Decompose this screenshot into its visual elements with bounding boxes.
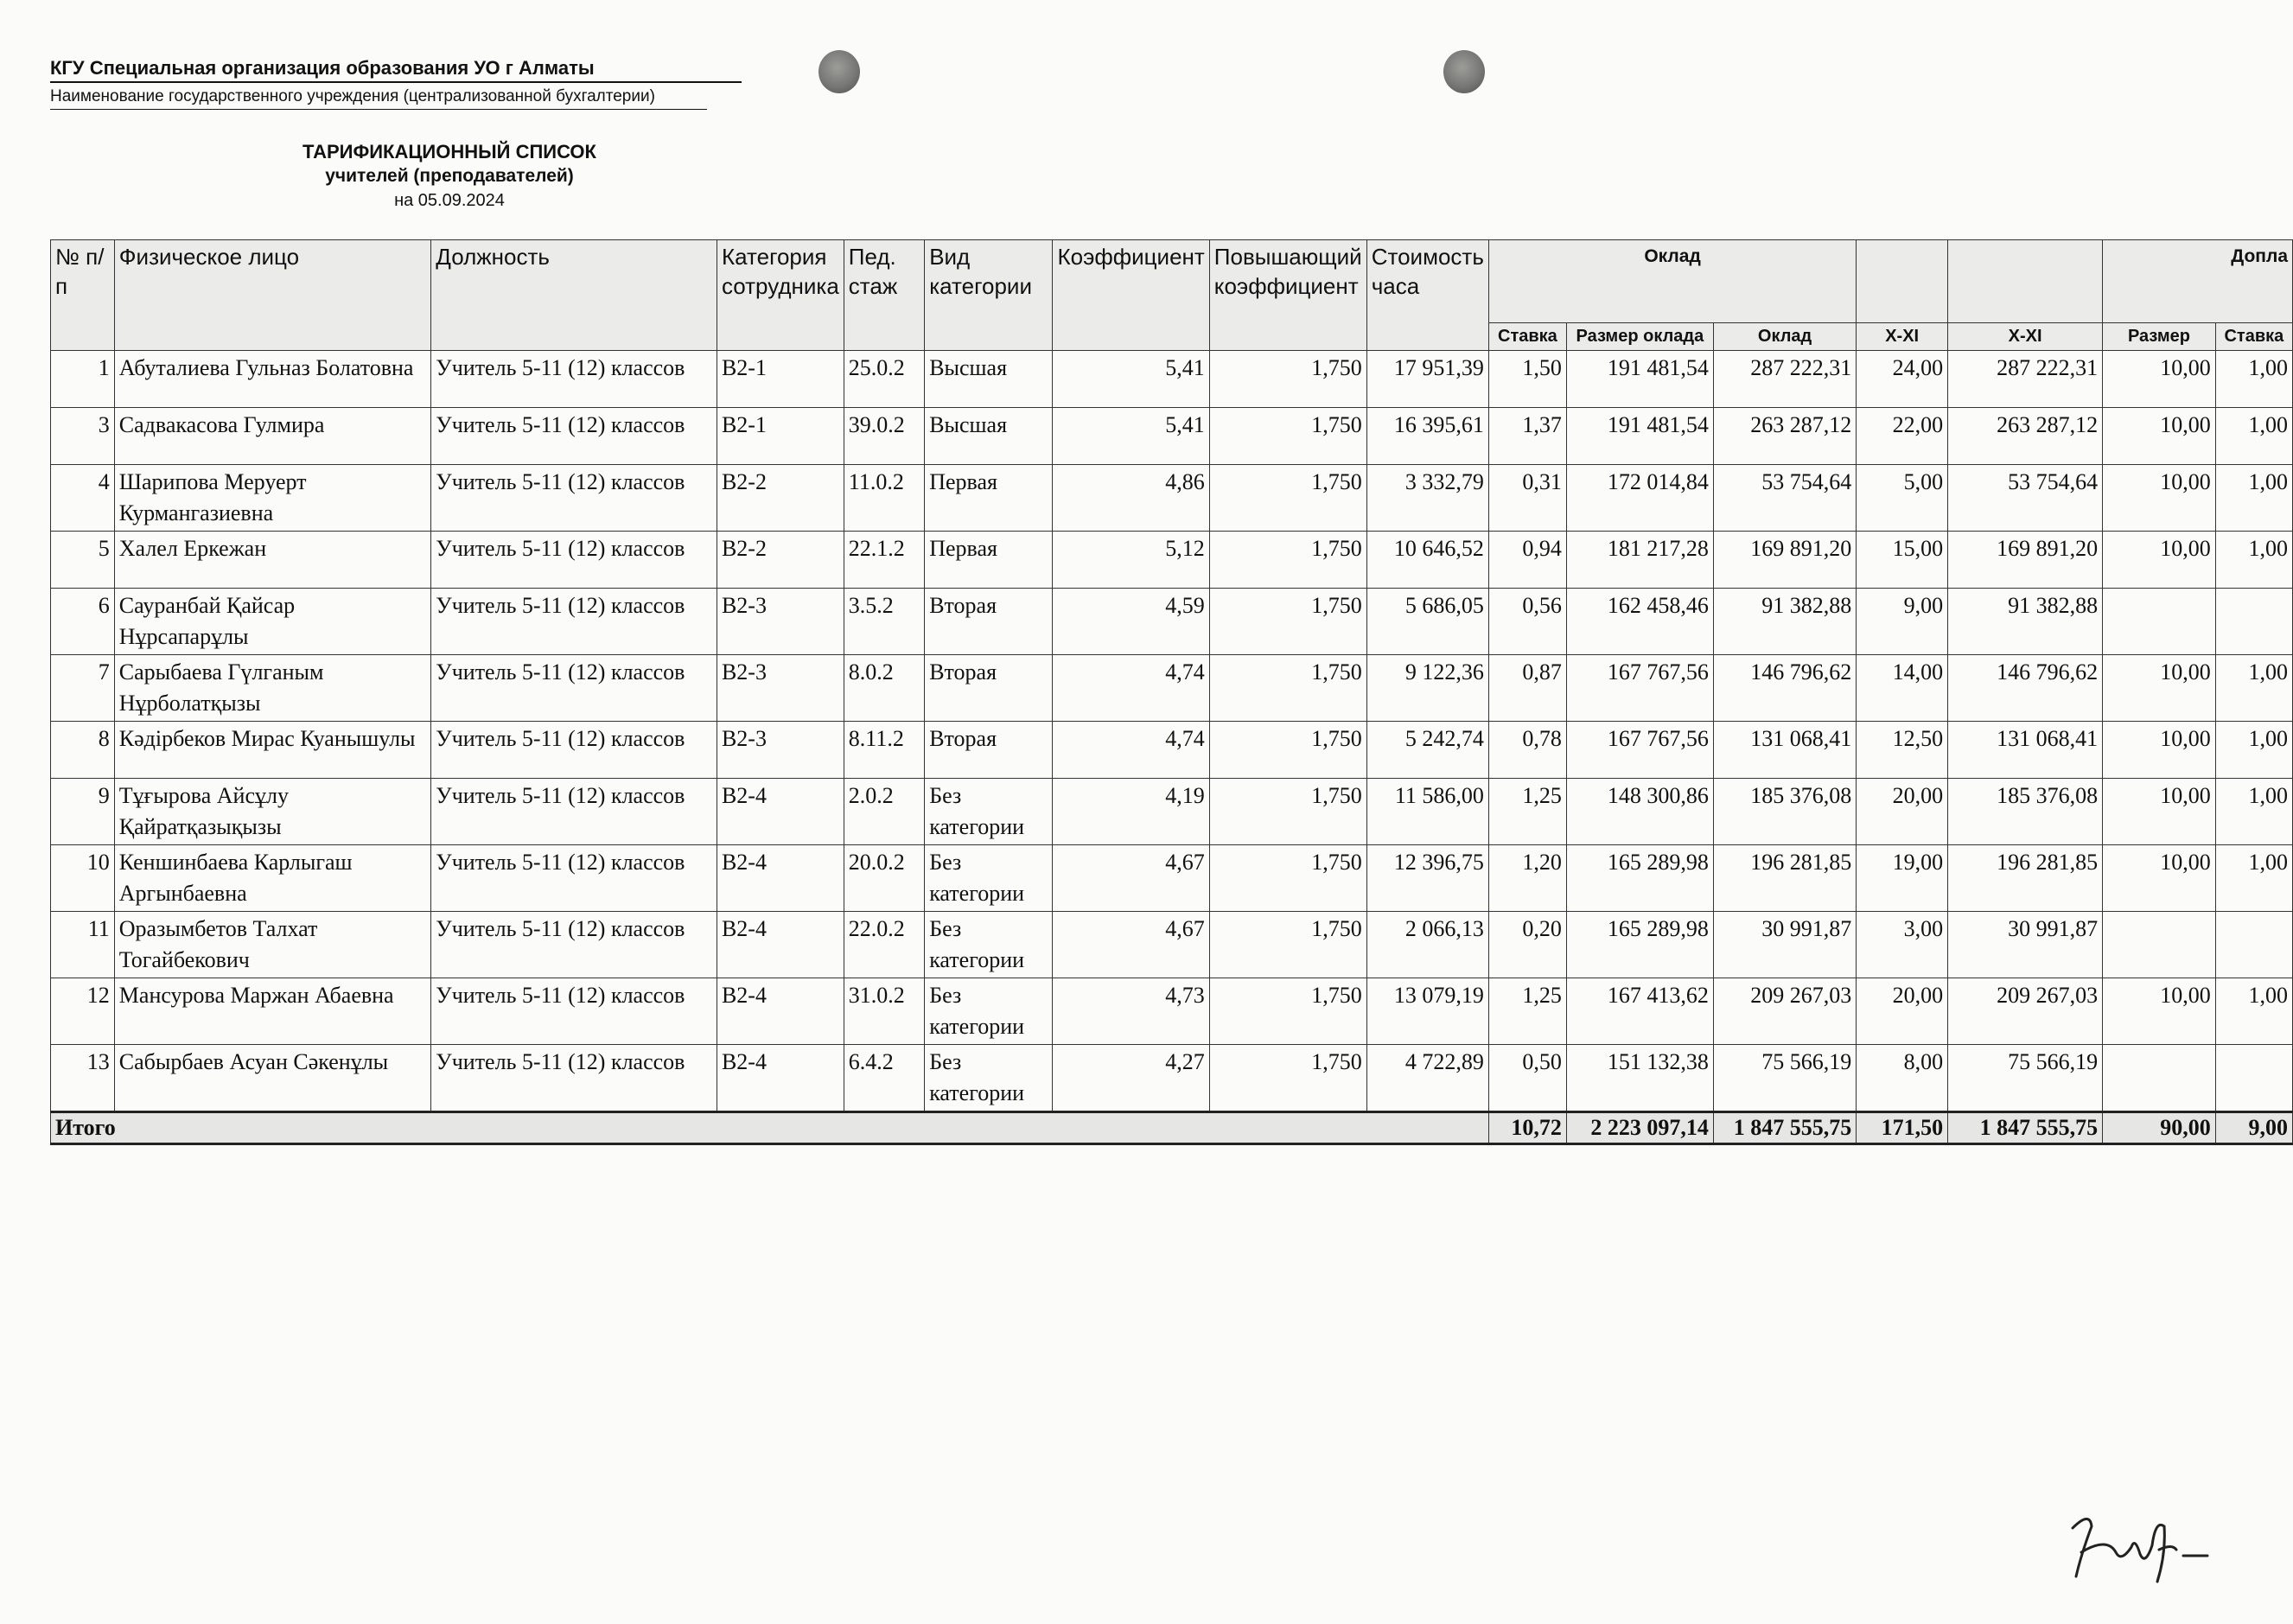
col-experience: Пед. стаж <box>844 240 924 351</box>
table-row <box>51 465 2293 532</box>
col-group-salary: Оклад <box>1488 240 1856 323</box>
row-extra-size: 10,00 <box>2103 408 2216 465</box>
table-row <box>51 722 2293 779</box>
row-salary-size: 165 289,98 <box>1566 912 1713 978</box>
row-category-type: Без категории <box>925 912 1053 978</box>
row-rate: 0,20 <box>1488 912 1566 978</box>
row-category-type: Высшая <box>925 408 1053 465</box>
row-extra-size: 10,00 <box>2103 465 2216 532</box>
row-extra-size: 10,00 <box>2103 845 2216 912</box>
row-extra-rate: 1,00 <box>2215 779 2292 845</box>
row-coef: 4,67 <box>1053 912 1209 978</box>
row-name: Сарыбаева Гүлганым Нұрболатқызы <box>114 655 431 722</box>
row-salary-size: 151 132,38 <box>1566 1045 1713 1112</box>
total-label: Итого <box>51 1112 1489 1144</box>
row-category: B2-1 <box>717 408 844 465</box>
row-category: B2-3 <box>717 655 844 722</box>
row-raising-coef: 1,750 <box>1209 845 1366 912</box>
row-hour-cost: 11 586,00 <box>1366 779 1488 845</box>
row-num: 6 <box>51 589 115 655</box>
total-extra-size: 90,00 <box>2103 1112 2216 1144</box>
col-hour-cost: Стоимость часа <box>1366 240 1488 351</box>
row-xxi-1: 9,00 <box>1857 589 1948 655</box>
row-extra-rate: 1,00 <box>2215 655 2292 722</box>
row-salary-size: 191 481,54 <box>1566 351 1713 408</box>
row-coef: 5,41 <box>1053 408 1209 465</box>
row-extra-rate: 1,00 <box>2215 845 2292 912</box>
row-salary-size: 162 458,46 <box>1566 589 1713 655</box>
row-xxi-1: 3,00 <box>1857 912 1948 978</box>
organization-caption: Наименование государственного учреждения (централизованной бухгалтерии) <box>50 87 655 105</box>
row-experience: 22.0.2 <box>844 912 924 978</box>
total-salary: 1 847 555,75 <box>1713 1112 1856 1144</box>
row-name: Тұғырова Айсұлу Қайратқазықызы <box>114 779 431 845</box>
row-raising-coef: 1,750 <box>1209 351 1366 408</box>
row-xxi-2: 287 222,31 <box>1948 351 2103 408</box>
row-salary-size: 172 014,84 <box>1566 465 1713 532</box>
row-hour-cost: 3 332,79 <box>1366 465 1488 532</box>
row-name: Халел Еркежан <box>114 532 431 589</box>
row-salary: 53 754,64 <box>1713 465 1856 532</box>
row-extra-size: 10,00 <box>2103 978 2216 1045</box>
row-position: Учитель 5-11 (12) классов <box>431 912 717 978</box>
row-extra-rate: 1,00 <box>2215 408 2292 465</box>
row-coef: 4,59 <box>1053 589 1209 655</box>
row-rate: 0,94 <box>1488 532 1566 589</box>
row-category: B2-1 <box>717 351 844 408</box>
row-name: Шарипова Меруерт Курмангазиевна <box>114 465 431 532</box>
col-category: Категория сотрудника <box>717 240 844 351</box>
row-xxi-1: 12,50 <box>1857 722 1948 779</box>
table-row <box>51 845 2293 912</box>
row-rate: 0,50 <box>1488 1045 1566 1112</box>
row-rate: 1,25 <box>1488 978 1566 1045</box>
row-num: 1 <box>51 351 115 408</box>
row-category-type: Вторая <box>925 589 1053 655</box>
col-rate: Ставка <box>1488 323 1566 351</box>
row-xxi-1: 20,00 <box>1857 978 1948 1045</box>
row-coef: 4,86 <box>1053 465 1209 532</box>
row-xxi-1: 5,00 <box>1857 465 1948 532</box>
tariff-table <box>50 239 2293 1145</box>
row-num: 4 <box>51 465 115 532</box>
row-raising-coef: 1,750 <box>1209 978 1366 1045</box>
row-category-type: Без категории <box>925 779 1053 845</box>
row-category-type: Без категории <box>925 1045 1053 1112</box>
table-row <box>51 1045 2293 1112</box>
document-title-block <box>216 140 683 213</box>
row-xxi-2: 131 068,41 <box>1948 722 2103 779</box>
col-xxi-2: X-XI <box>1948 323 2103 351</box>
table-row <box>51 532 2293 589</box>
col-group-extra <box>2103 240 2293 323</box>
row-salary: 131 068,41 <box>1713 722 1856 779</box>
col-group-empty-1 <box>1857 240 1948 323</box>
row-salary-size: 165 289,98 <box>1566 845 1713 912</box>
row-xxi-2: 53 754,64 <box>1948 465 2103 532</box>
row-raising-coef: 1,750 <box>1209 1045 1366 1112</box>
row-experience: 22.1.2 <box>844 532 924 589</box>
row-extra-size: 10,00 <box>2103 722 2216 779</box>
row-category-type: Первая <box>925 532 1053 589</box>
row-salary: 169 891,20 <box>1713 532 1856 589</box>
row-xxi-2: 196 281,85 <box>1948 845 2103 912</box>
row-xxi-2: 209 267,03 <box>1948 978 2103 1045</box>
row-extra-rate <box>2215 1045 2292 1112</box>
row-hour-cost: 5 686,05 <box>1366 589 1488 655</box>
row-experience: 20.0.2 <box>844 845 924 912</box>
row-extra-size <box>2103 1045 2216 1112</box>
col-person: Физическое лицо <box>114 240 431 351</box>
row-name: Садвакасова Гулмира <box>114 408 431 465</box>
row-salary-size: 181 217,28 <box>1566 532 1713 589</box>
col-extra-size: Размер <box>2103 323 2216 351</box>
total-xxi-2: 1 847 555,75 <box>1948 1112 2103 1144</box>
row-num: 12 <box>51 978 115 1045</box>
signature-mark <box>2055 1502 2211 1589</box>
document-title: ТАРИФИКАЦИОННЫЙ СПИСОК <box>303 141 596 162</box>
row-extra-rate: 1,00 <box>2215 978 2292 1045</box>
row-salary-size: 167 767,56 <box>1566 722 1713 779</box>
col-group-extra-label: Допла <box>2231 246 2288 266</box>
row-salary: 209 267,03 <box>1713 978 1856 1045</box>
total-xxi-1: 171,50 <box>1857 1112 1948 1144</box>
row-position: Учитель 5-11 (12) классов <box>431 978 717 1045</box>
row-extra-size: 10,00 <box>2103 655 2216 722</box>
row-rate: 0,56 <box>1488 589 1566 655</box>
row-rate: 0,31 <box>1488 465 1566 532</box>
col-category-type: Вид категории <box>925 240 1053 351</box>
row-category-type: Высшая <box>925 351 1053 408</box>
table-row <box>51 655 2293 722</box>
table-row <box>51 589 2293 655</box>
row-salary: 196 281,85 <box>1713 845 1856 912</box>
row-category: B2-2 <box>717 465 844 532</box>
row-experience: 8.0.2 <box>844 655 924 722</box>
col-salary: Оклад <box>1713 323 1856 351</box>
row-num: 9 <box>51 779 115 845</box>
row-experience: 39.0.2 <box>844 408 924 465</box>
row-category: B2-4 <box>717 978 844 1045</box>
row-raising-coef: 1,750 <box>1209 465 1366 532</box>
row-rate: 1,25 <box>1488 779 1566 845</box>
table-row <box>51 351 2293 408</box>
row-num: 8 <box>51 722 115 779</box>
row-hour-cost: 10 646,52 <box>1366 532 1488 589</box>
row-rate: 1,20 <box>1488 845 1566 912</box>
row-xxi-2: 146 796,62 <box>1948 655 2103 722</box>
table-header-row <box>51 240 2293 323</box>
total-extra-rate: 9,00 <box>2215 1112 2292 1144</box>
row-name: Абуталиева Гульназ Болатовна <box>114 351 431 408</box>
row-coef: 4,67 <box>1053 845 1209 912</box>
row-name: Мансурова Маржан Абаевна <box>114 978 431 1045</box>
row-extra-size: 10,00 <box>2103 351 2216 408</box>
row-category-type: Первая <box>925 465 1053 532</box>
row-xxi-2: 169 891,20 <box>1948 532 2103 589</box>
row-salary: 75 566,19 <box>1713 1045 1856 1112</box>
row-xxi-1: 22,00 <box>1857 408 1948 465</box>
row-position: Учитель 5-11 (12) классов <box>431 589 717 655</box>
row-hour-cost: 16 395,61 <box>1366 408 1488 465</box>
row-experience: 6.4.2 <box>844 1045 924 1112</box>
row-extra-rate <box>2215 589 2292 655</box>
row-hour-cost: 2 066,13 <box>1366 912 1488 978</box>
col-raising-coef: Повышающий коэффициент <box>1209 240 1366 351</box>
row-raising-coef: 1,750 <box>1209 912 1366 978</box>
row-position: Учитель 5-11 (12) классов <box>431 1045 717 1112</box>
table-body <box>51 351 2293 1112</box>
row-salary-size: 191 481,54 <box>1566 408 1713 465</box>
row-num: 11 <box>51 912 115 978</box>
row-xxi-2: 91 382,88 <box>1948 589 2103 655</box>
row-raising-coef: 1,750 <box>1209 589 1366 655</box>
row-rate: 1,37 <box>1488 408 1566 465</box>
row-name: Сауранбай Қайсар Нұрсапарұлы <box>114 589 431 655</box>
row-xxi-2: 75 566,19 <box>1948 1045 2103 1112</box>
row-position: Учитель 5-11 (12) классов <box>431 408 717 465</box>
row-hour-cost: 13 079,19 <box>1366 978 1488 1045</box>
row-salary: 30 991,87 <box>1713 912 1856 978</box>
row-coef: 4,27 <box>1053 1045 1209 1112</box>
row-coef: 4,74 <box>1053 722 1209 779</box>
row-xxi-1: 19,00 <box>1857 845 1948 912</box>
row-num: 3 <box>51 408 115 465</box>
document-date: на 05.09.2024 <box>394 191 505 210</box>
row-rate: 1,50 <box>1488 351 1566 408</box>
row-salary: 185 376,08 <box>1713 779 1856 845</box>
row-experience: 11.0.2 <box>844 465 924 532</box>
row-category: B2-4 <box>717 779 844 845</box>
punch-hole-right <box>1443 50 1485 93</box>
row-raising-coef: 1,750 <box>1209 655 1366 722</box>
table-row <box>51 978 2293 1045</box>
table-row <box>51 912 2293 978</box>
row-xxi-1: 24,00 <box>1857 351 1948 408</box>
row-salary: 91 382,88 <box>1713 589 1856 655</box>
organization-name: КГУ Специальная организация образования УО г Алматы <box>50 57 595 79</box>
row-category: B2-3 <box>717 589 844 655</box>
row-raising-coef: 1,750 <box>1209 722 1366 779</box>
col-group-empty-2 <box>1948 240 2103 323</box>
row-extra-size: 10,00 <box>2103 532 2216 589</box>
row-hour-cost: 12 396,75 <box>1366 845 1488 912</box>
row-salary-size: 167 767,56 <box>1566 655 1713 722</box>
row-salary-size: 167 413,62 <box>1566 978 1713 1045</box>
row-salary: 287 222,31 <box>1713 351 1856 408</box>
row-position: Учитель 5-11 (12) классов <box>431 722 717 779</box>
row-category: B2-4 <box>717 845 844 912</box>
row-position: Учитель 5-11 (12) классов <box>431 655 717 722</box>
table-row <box>51 408 2293 465</box>
row-position: Учитель 5-11 (12) классов <box>431 779 717 845</box>
row-extra-rate: 1,00 <box>2215 465 2292 532</box>
row-rate: 0,87 <box>1488 655 1566 722</box>
row-position: Учитель 5-11 (12) классов <box>431 465 717 532</box>
row-xxi-1: 8,00 <box>1857 1045 1948 1112</box>
row-hour-cost: 4 722,89 <box>1366 1045 1488 1112</box>
row-hour-cost: 5 242,74 <box>1366 722 1488 779</box>
row-category-type: Без категории <box>925 845 1053 912</box>
row-salary-size: 148 300,86 <box>1566 779 1713 845</box>
row-xxi-1: 15,00 <box>1857 532 1948 589</box>
row-raising-coef: 1,750 <box>1209 779 1366 845</box>
row-extra-size: 10,00 <box>2103 779 2216 845</box>
row-extra-rate: 1,00 <box>2215 532 2292 589</box>
row-category: B2-3 <box>717 722 844 779</box>
row-category: B2-4 <box>717 912 844 978</box>
row-rate: 0,78 <box>1488 722 1566 779</box>
row-coef: 5,41 <box>1053 351 1209 408</box>
row-extra-rate: 1,00 <box>2215 351 2292 408</box>
row-name: Оразымбетов Талхат Тогайбекович <box>114 912 431 978</box>
row-experience: 31.0.2 <box>844 978 924 1045</box>
row-xxi-2: 30 991,87 <box>1948 912 2103 978</box>
row-category-type: Вторая <box>925 655 1053 722</box>
row-coef: 5,12 <box>1053 532 1209 589</box>
punch-hole-left <box>818 50 860 93</box>
organization-underline <box>50 81 742 83</box>
document-subtitle: учителей (преподавателей) <box>325 166 574 186</box>
row-name: Кәдірбеков Мирас Куанышулы <box>114 722 431 779</box>
table-row <box>51 779 2293 845</box>
row-extra-rate: 1,00 <box>2215 722 2292 779</box>
row-coef: 4,74 <box>1053 655 1209 722</box>
row-experience: 25.0.2 <box>844 351 924 408</box>
row-xxi-1: 20,00 <box>1857 779 1948 845</box>
total-row <box>51 1112 2293 1144</box>
row-extra-size <box>2103 912 2216 978</box>
col-position: Должность <box>431 240 717 351</box>
row-experience: 2.0.2 <box>844 779 924 845</box>
row-position: Учитель 5-11 (12) классов <box>431 845 717 912</box>
total-salary-size: 2 223 097,14 <box>1566 1112 1713 1144</box>
row-coef: 4,19 <box>1053 779 1209 845</box>
row-xxi-2: 185 376,08 <box>1948 779 2103 845</box>
col-xxi-1: X-XI <box>1857 323 1948 351</box>
row-category: B2-2 <box>717 532 844 589</box>
caption-underline <box>50 109 707 110</box>
col-extra-rate: Ставка <box>2215 323 2292 351</box>
row-name: Сабырбаев Асуан Сәкенұлы <box>114 1045 431 1112</box>
row-salary: 263 287,12 <box>1713 408 1856 465</box>
row-num: 10 <box>51 845 115 912</box>
total-rate: 10,72 <box>1488 1112 1566 1144</box>
row-num: 13 <box>51 1045 115 1112</box>
col-salary-size: Размер оклада <box>1566 323 1713 351</box>
row-raising-coef: 1,750 <box>1209 532 1366 589</box>
row-xxi-1: 14,00 <box>1857 655 1948 722</box>
row-experience: 3.5.2 <box>844 589 924 655</box>
row-position: Учитель 5-11 (12) классов <box>431 532 717 589</box>
row-coef: 4,73 <box>1053 978 1209 1045</box>
row-name: Кеншинбаева Карлыгаш Аргынбаевна <box>114 845 431 912</box>
row-xxi-2: 263 287,12 <box>1948 408 2103 465</box>
row-num: 7 <box>51 655 115 722</box>
row-num: 5 <box>51 532 115 589</box>
row-category: B2-4 <box>717 1045 844 1112</box>
row-category-type: Вторая <box>925 722 1053 779</box>
row-extra-size <box>2103 589 2216 655</box>
col-coef: Коэффициент <box>1053 240 1209 351</box>
row-hour-cost: 9 122,36 <box>1366 655 1488 722</box>
row-hour-cost: 17 951,39 <box>1366 351 1488 408</box>
row-category-type: Без категории <box>925 978 1053 1045</box>
row-raising-coef: 1,750 <box>1209 408 1366 465</box>
row-experience: 8.11.2 <box>844 722 924 779</box>
row-salary: 146 796,62 <box>1713 655 1856 722</box>
col-num: № п/п <box>51 240 115 351</box>
row-position: Учитель 5-11 (12) классов <box>431 351 717 408</box>
row-extra-rate <box>2215 912 2292 978</box>
